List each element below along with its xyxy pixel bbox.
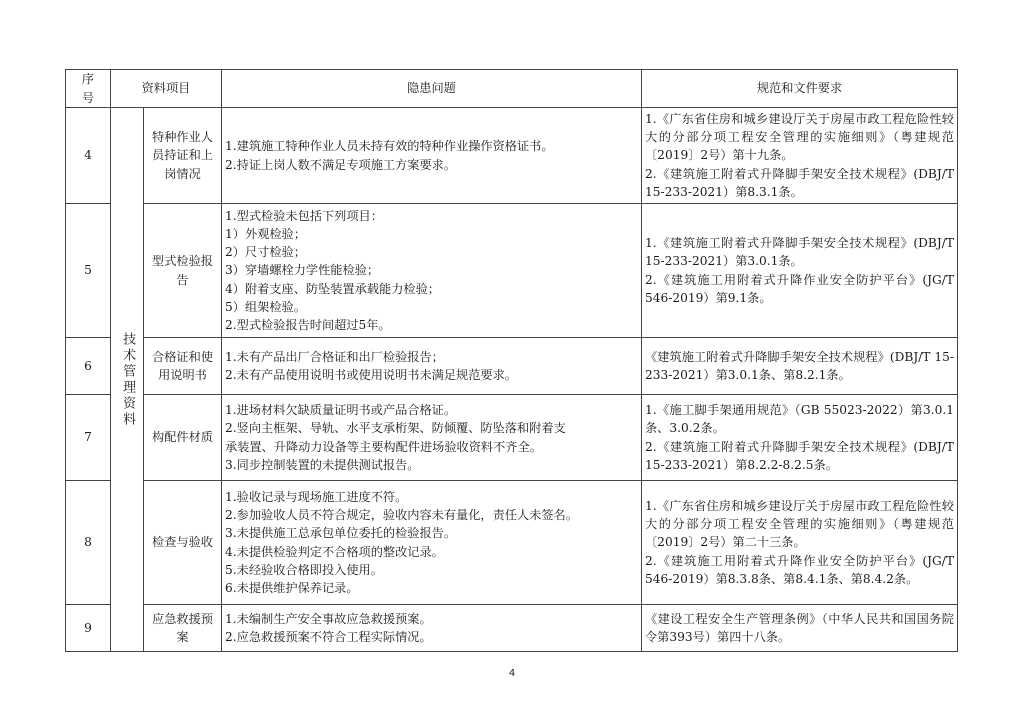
issue-line: 4）附着支座、防坠装置承载能力检验； — [225, 281, 440, 296]
standard-line: 2.《建筑施工用附着式升降作业安全防护平台》(JG/T 546-2019）第8.3.8条、第8.4.1条、第8.4.2条。 — [645, 553, 954, 586]
row-number: 8 — [66, 481, 111, 605]
issue-line: 1.验收记录与现场施工进度不符。 — [225, 489, 408, 504]
standard-line: 《建筑施工附着式升降脚手架安全技术规程》(DBJ/T 15-233-2021）第3.0.1条、第8.2.1条。 — [645, 349, 954, 382]
issue-line: 2）尺寸检验； — [225, 245, 306, 260]
standard-cell — [642, 338, 958, 395]
table-row — [66, 605, 958, 652]
standard-line: 2.《建筑施工附着式升降脚手架安全技术规程》(DBJ/T 15-233-2021）第8.3.1条。 — [645, 166, 954, 199]
standard-cell — [642, 108, 958, 204]
issue-line: 3）穿墙螺栓力学性能检验； — [225, 263, 380, 278]
issue-line: 2.应急救援预案不符合工程实际情况。 — [225, 630, 432, 644]
issue-line: 5）组架检验。 — [225, 299, 306, 314]
issue-line: 3.未提供施工总承包单位委托的检验报告。 — [225, 526, 457, 541]
item-name: 构配件材质 — [144, 395, 222, 481]
table-row — [66, 108, 958, 204]
item-name: 型式检验报告 — [144, 204, 222, 338]
issue-line: 承装置、升降动力设备等主要构配件进场验收资料不齐全。 — [225, 439, 542, 454]
issue-line: 1）外观检验； — [225, 226, 306, 241]
issue-cell — [222, 204, 642, 338]
table-row — [66, 481, 958, 605]
table-row — [66, 204, 958, 338]
header-issue: 隐患问题 — [222, 70, 642, 108]
row-number: 4 — [66, 108, 111, 204]
standard-line: 1.《施工脚手架通用规范》（GB 55023-2022）第3.0.1条、3.0.2条。 — [645, 403, 954, 436]
issue-line: 2.持证上岗人数不满足专项施工方案要求。 — [225, 157, 457, 172]
standard-cell — [642, 395, 958, 481]
issue-line: 1.建筑施工特种作业人员未持有效的特种作业操作资格证书。 — [225, 139, 554, 154]
safety-hazard-table — [65, 69, 958, 652]
issue-line: 5.未经验收合格即投入使用。 — [225, 562, 383, 577]
category-cell — [111, 108, 144, 652]
issue-line: 2.竖向主框架、导轨、水平支承桁架、防倾覆、防坠落和附着支 — [225, 421, 566, 436]
standard-line: 1.《广东省住房和城乡建设厅关于房屋市政工程危险性较大的分部分项工程安全管理的实施细则》（粤建规范〔2019〕2号）第二十三条。 — [645, 498, 954, 550]
item-name: 特种作业人员持证和上岗情况 — [144, 108, 222, 204]
standard-cell — [642, 204, 958, 338]
standard-line: 1.《广东省住房和城乡建设厅关于房屋市政工程危险性较大的分部分项工程安全管理的实施细则》（粤建规范〔2019〕2号）第十九条。 — [645, 111, 954, 163]
issue-line: 1.进场材料欠缺质量证明书或产品合格证。 — [225, 403, 457, 418]
standard-line: 《建设工程安全生产管理条例》（中华人民共和国国务院令第393号）第四十八条。 — [645, 611, 954, 644]
row-number: 6 — [66, 338, 111, 395]
page-number: 4 — [508, 668, 516, 679]
issue-line: 6.未提供维护保养记录。 — [225, 580, 359, 595]
standard-cell — [642, 481, 958, 605]
row-number: 9 — [66, 605, 111, 652]
issue-line: 1.未有产品出厂合格证和出厂检验报告； — [225, 349, 444, 364]
header-item: 资料项目 — [111, 70, 222, 108]
issue-line: 3.同步控制装置的未提供测试报告。 — [225, 457, 420, 472]
category-label: 技术管理资料 — [120, 331, 136, 428]
issue-line: 2.参加验收人员不符合规定，验收内容未有量化，责任人未签名。 — [225, 508, 578, 523]
issue-line: 1.未编制生产安全事故应急救援预案。 — [225, 611, 432, 626]
table-row — [66, 338, 958, 395]
row-number: 5 — [66, 204, 111, 338]
issue-cell — [222, 605, 642, 652]
issue-cell — [222, 395, 642, 481]
standard-cell — [642, 605, 958, 652]
issue-line: 2.未有产品使用说明书或使用说明书未满足规范要求。 — [225, 368, 517, 382]
item-name: 检查与验收 — [144, 481, 222, 605]
table-header-row — [66, 70, 958, 108]
issue-cell — [222, 338, 642, 395]
issue-cell — [222, 108, 642, 204]
issue-line: 1.型式检验未包括下列项目： — [225, 208, 383, 223]
standard-line: 2.《建筑施工附着式升降脚手架安全技术规程》(DBJ/T 15-233-2021）第8.2.2-8.2.5条。 — [645, 439, 954, 472]
standard-line: 1.《建筑施工附着式升降脚手架安全技术规程》(DBJ/T 15-233-2021）第3.0.1条。 — [645, 236, 954, 269]
header-no: 序号 — [66, 70, 111, 108]
issue-cell — [222, 481, 642, 605]
table-row — [66, 395, 958, 481]
header-standard: 规范和文件要求 — [642, 70, 958, 108]
item-name: 应急救援预案 — [144, 605, 222, 652]
row-number: 7 — [66, 395, 111, 481]
item-name: 合格证和使用说明书 — [144, 338, 222, 395]
standard-line: 2.《建筑施工用附着式升降作业安全防护平台》(JG/T 546-2019）第9.1条。 — [645, 272, 954, 305]
issue-line: 2.型式检验报告时间超过5年。 — [225, 318, 391, 332]
issue-line: 4.未提供检验判定不合格项的整改记录。 — [225, 544, 444, 559]
